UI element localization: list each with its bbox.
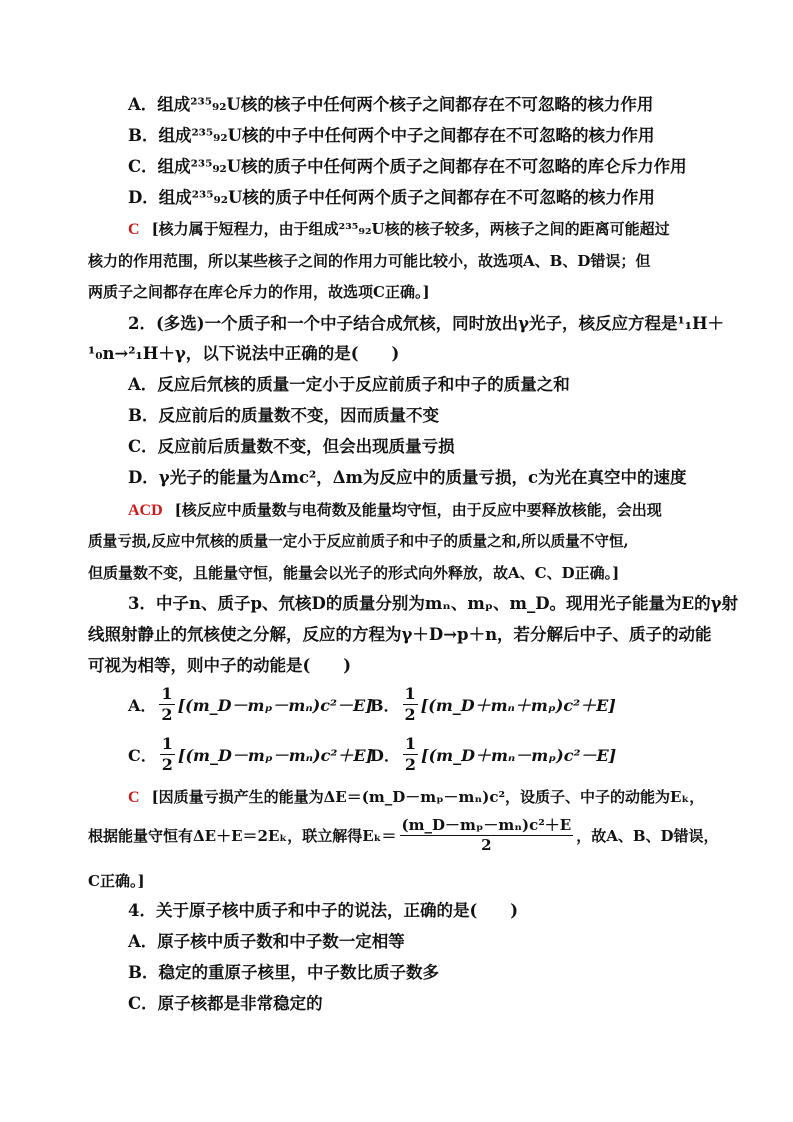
q2-answer-line-3: 但质量数不变，且能量守恒，能量会以光子的形式向外释放，故A、C、D正确。] — [88, 564, 620, 582]
one-half-fraction: $\frac{1}{2}$ — [404, 684, 416, 724]
q1-option-c: C．组成²³⁵₉₂U核的质子中任何两个质子之间都存在不可忽略的库仑斥力作用 — [128, 157, 687, 176]
q2-option-a: A．反应后氘核的质量一定小于反应前质子和中子的质量之和 — [128, 375, 570, 394]
q1-answer-line-1 — [128, 218, 670, 241]
q1-answer-letter: C — [128, 221, 140, 238]
q3-answer-text-1: [因质量亏损产生的能量为ΔE＝(m_D－mₚ－mₙ)c²，设质子、中子的动能为Eₖ， — [151, 788, 705, 806]
q2-option-b: B．反应前后的质量数不变，因而质量不变 — [128, 406, 439, 425]
q1-answer-text-1: [核力属于短程力，由于组成²³⁵₉₂U核的核子较多，两核子之间的距离可能超过 — [151, 220, 670, 238]
q4-option-c: C．原子核都是非常稳定的 — [128, 994, 323, 1013]
q3-answer-line-1 — [128, 786, 704, 809]
q3-option-d-expr: [(m_D＋mₙ－mₚ)c²－E] — [421, 746, 617, 765]
q3-answer-line-2-pre: 根据能量守恒有ΔE＋E＝2Eₖ，联立解得Eₖ＝ — [88, 827, 397, 845]
q2-answer-line-2: 质量亏损,反应中氘核的质量一定小于反应前质子和中子的质量之和,所以质量不守恒, — [88, 533, 629, 550]
q3-option-d — [370, 736, 616, 773]
q3-option-a — [128, 686, 373, 723]
q3-option-c-expr: [(m_D－mₚ－mₙ)c²＋E] — [177, 746, 374, 765]
q3-option-a-expr: [(m_D－mₚ－mₙ)c²－E] — [177, 696, 373, 715]
q2-answer-letter: ACD — [128, 502, 163, 519]
q2-stem-line-2: ¹₀n→²₁H＋γ，以下说法中正确的是( ) — [88, 344, 400, 363]
q3-answer-line-3: C正确。] — [88, 872, 145, 890]
q3-stem-line-1: 3．中子n、质子p、氘核D的质量分别为mₙ、mₚ、m_D。现用光子能量为E的γ射 — [128, 594, 739, 613]
q3-option-c-label: C． — [128, 746, 157, 765]
q1-option-b: B．组成²³⁵₉₂U核的中子中任何两个中子之间都存在不可忽略的核力作用 — [128, 126, 655, 145]
q3-option-b-expr: [(m_D＋mₙ＋mₚ)c²＋E] — [420, 696, 616, 715]
q1-answer-line-2: 核力的作用范围，所以某些核子之间的作用力可能比较小，故选项A、B、D错误；但 — [88, 252, 651, 270]
one-half-fraction: $\frac{1}{2}$ — [404, 734, 417, 774]
one-half-fraction: $\frac{1}{2}$ — [161, 734, 173, 774]
q2-answer-line-1 — [128, 499, 662, 522]
q3-answer-fraction: $\frac{\text{(m\_D－mₚ－mₙ)c²＋E}}{2}$ — [401, 816, 572, 854]
q3-answer-line-2-post: ，故A、B、D错误， — [576, 827, 719, 845]
one-half-fraction: $\frac{1}{2}$ — [161, 684, 173, 724]
q4-option-b: B．稳定的重原子核里，中子数比质子数多 — [128, 963, 439, 982]
q3-stem-line-3: 可视为相等，则中子的动能是( ) — [88, 656, 352, 675]
q3-option-b-label: B． — [370, 696, 400, 715]
q3-answer-letter: C — [128, 789, 140, 806]
q1-option-a: A．组成²³⁵₉₂U核的核子中任何两个核子之间都存在不可忽略的核力作用 — [128, 95, 654, 114]
q1-option-d: D．组成²³⁵₉₂U核的质子中任何两个质子之间都存在不可忽略的核力作用 — [128, 188, 655, 207]
q2-option-c: C．反应前后质量数不变，但会出现质量亏损 — [128, 437, 455, 456]
q3-answer-line-2 — [88, 818, 719, 853]
q2-answer-text-1: [核反应中质量数与电荷数及能量均守恒，由于反应中要释放核能，会出现 — [174, 501, 662, 519]
q3-option-c — [128, 736, 373, 773]
q2-stem-line-1: 2．(多选)一个质子和一个中子结合成氘核，同时放出γ光子，核反应方程是¹₁H＋ — [128, 314, 725, 333]
q3-option-a-label: A． — [128, 696, 157, 715]
q4-option-a: A．原子核中质子数和中子数一定相等 — [128, 932, 405, 951]
q3-stem-line-2: 线照射静止的氘核使之分解，反应的方程为γ＋D→p＋n，若分解后中子、质子的动能 — [88, 625, 712, 644]
q1-answer-line-3: 两质子之间都存在库仑斥力的作用，故选项C正确。] — [88, 283, 430, 301]
q3-option-d-label: D． — [370, 746, 400, 765]
q3-option-b — [370, 686, 616, 723]
q2-option-d: D．γ光子的能量为Δmc²，Δm为反应中的质量亏损，c为光在真空中的速度 — [128, 468, 687, 487]
q4-stem: 4．关于原子核中质子和中子的说法，正确的是( ) — [128, 901, 519, 920]
